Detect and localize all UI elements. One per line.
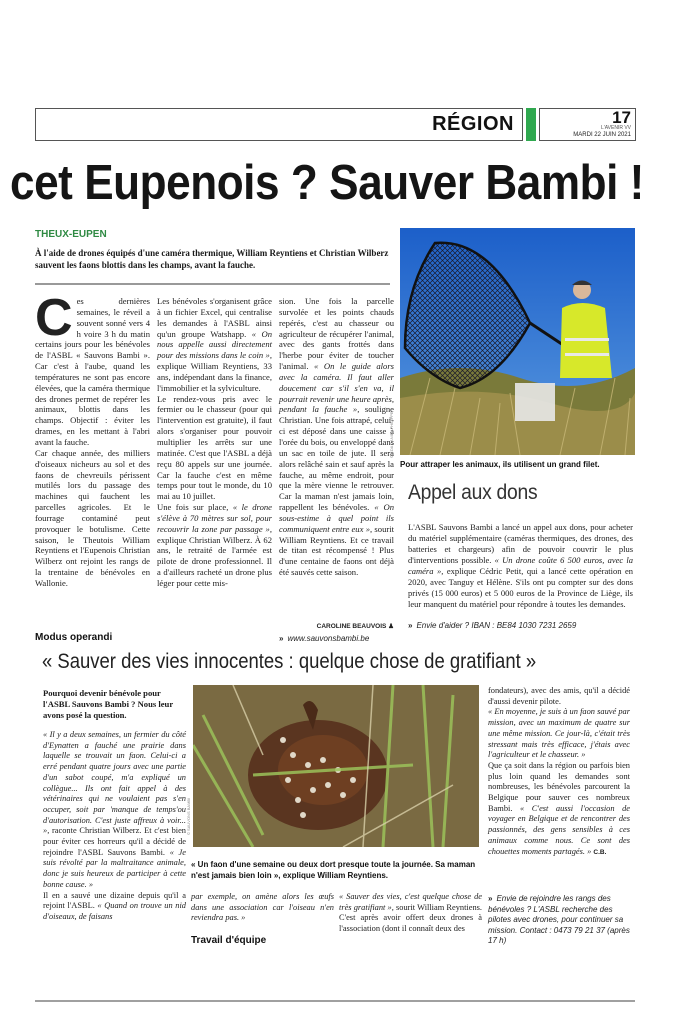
paragraph: Car chaque année, des milliers d'oiseaux nicheurs au sol et des faons de chevreuils périssent mutilés lors du passage des machines qui fauchent les parcelles agricoles. Et le fourrage contaminé peut provoquer le botulisme. Cette saison, le Theutois William Reyntiens et l'Eupenois Christian Wilberz ont rejoint les rangs de la trentaine de bénévoles en Wallonie. (35, 447, 150, 588)
paragraph: fondateurs), avec des amis, qu'il a décidé d'aussi devenir pilote. (488, 686, 630, 706)
arrow-icon: » (408, 621, 413, 630)
donation-box-text (408, 522, 633, 610)
newspaper-name: L'AVENIR VV (600, 125, 631, 131)
section-accent-bar (526, 108, 536, 141)
iban-text: Envie d'aider ? IBAN : BE84 1030 7231 2659 (416, 621, 577, 630)
page-number: 17 (612, 108, 631, 127)
article-column-3 (279, 296, 394, 578)
text: sion. Une fois la parcelle survolée et les points chauds repérés, c'est au chasseur ou agriculteur de récupérer l'animal, avec des gants frottés dans l'herbe pour éviter de toucher l'animal. (279, 296, 394, 372)
headline: cet Eupenois ? Sauver Bambi ! (10, 156, 644, 210)
quote: « Un drone coûte 6 500 euros, avec la caméra » (408, 555, 633, 576)
interview-column-2 (191, 892, 334, 924)
donation-iban (408, 621, 576, 630)
subheading-travail-equipe: Travail d'équipe (191, 935, 267, 946)
website-url[interactable]: www.sauvonsbambi.be (287, 634, 370, 643)
interview-column-4 (488, 686, 630, 858)
photo-credit: © EDA DANIEL PHILIPPE (389, 411, 394, 458)
photo-fawn (193, 685, 479, 847)
recruitment-text: Envie de rejoindre les rangs des bénévoles ? L'ASBL recherche des pilotes avec drones, pour continuer sa mission. Contact : 0473 79 21 37 (après 17 h) (488, 894, 630, 945)
interview-column-1 (43, 730, 186, 923)
text: , explique Christian Wilberz. À 62 ans, le retraité de l'armée est pilote de drone professionnel. Il a d'ailleurs racheté un drone plus léger pour cette mis- (157, 523, 272, 588)
quote: « En moyenne, je suis à un faon sauvé par mission, avec un maximum de quatre sur une même mission. Ce jour-là, c'était très stressant mais très efficace, j'étais avec l'agriculteur et le chasseur. » (488, 707, 630, 760)
website-link[interactable] (279, 634, 369, 643)
drop-cap: C (35, 289, 73, 347)
text: L'ASBL Sauvons Bambi a lancé un appel aux dons, pour acheter du matériel supplémentaire (caméras thermiques, des drones, des batteries et chargeurs) afin de pouvoir couvrir le plus d'interventions possible. (408, 522, 633, 565)
divider (35, 1000, 635, 1002)
quote: « Il y a deux semaines, un fermier du côté d'Eynatten a fauché une prairie dans laquelle se trouvait un faon. Celui-ci a erré pendant quatre jours avec une partie d'un sabot coupé, m'a expliqué un collègue... Ils ont fait appel à des vétérinaires qui ne voulaient pas s'en occuper, soit par 'manque de temps'ou d'autorisation. C'est juste affreux à voir... » (43, 730, 186, 836)
section-label: RÉGION (432, 113, 514, 135)
donation-box-title: Appel aux dons (408, 481, 538, 504)
page-info (539, 108, 636, 141)
text: , explique Cédric Petit, qui a lancé cette opération en 2020, avec Tanguy et Hélène. S'ils ont pu compter sur des dons privés (15 000 euros) et 5 000 euros de la Province de Liège, ils leur manquent du matériel pour répondre à toutes les demandes. (408, 566, 633, 609)
photo-credit: © SAUVONS BAMBI (186, 797, 191, 835)
photo-caption: « Un faon d'une semaine ou deux dort presque toute la journée. Sa maman n'est jamais bien loin », explique William Reyntiens. (191, 860, 476, 880)
section-header (35, 108, 523, 141)
quote: « Je suis révolté par la maltraitance animale, donc je suis heureux de participer à cette bonne cause. » (43, 847, 186, 889)
quote: « Sauver des vies, c'est quelque chose de très gratifiant » (339, 892, 482, 912)
divider (35, 283, 390, 285)
quote: par exemple, on amène alors les œufs dans une association car l'oiseau n'en reviendra pas. » (191, 892, 334, 923)
article-column-1 (35, 289, 150, 589)
quote: « On nous appelle aussi directement pour des missions dans le coin » (157, 328, 272, 361)
quote: « On le guide alors avec la caméra. Il faut aller doucement car s'il s'en va, il pourrait revenir une heure après, pendant la fauche » (279, 361, 395, 415)
photo-fawn-illustration (193, 685, 479, 847)
author-name: CAROLINE BEAUVOIS (316, 623, 387, 630)
article-column-2 (157, 296, 272, 589)
quote: « le drone s'élève à 70 mètres sur sol, pour recouvrir la zone par passage » (157, 502, 272, 534)
photo-caption: Pour attraper les animaux, ils utilisent un grand filet. (400, 460, 600, 469)
quote: « Quand on trouve un nid d'oiseaux, de faisans (43, 901, 186, 921)
photo-volunteer-with-net (400, 228, 635, 455)
text: Que ça soit dans la région ou parfois bien plus loin quand les demandes sont nombreuses, les bénévoles parcourent la Belgique pour sauver ces nombreux Bambi. (488, 760, 630, 813)
subheading-modus-operandi: Modus operandi (35, 632, 113, 643)
paragraph: es dernières semaines, le réveil a souvent sonné vers 4 h voire 3 h du matin certains jours pour les bénévoles de l'ASBL « Sauvons Bambi ». Car c'est à l'aube, quand les températures ne sont pas encore élevées, que la caméra thermique des drones permet de repérer les animaux, blottis dans les champs. Objectif : éviter les drames, en les mettant à l'abri avant la fauche. (35, 296, 150, 447)
interview-intro: Pourquoi devenir bénévole pour l'ASBL Sauvons Bambi ? Nous leur avons posé la question. (43, 688, 173, 720)
quote: « C'est aussi l'occasion de voyager en Belgique et de rencontrer des passionnés, des gens sensibles à ces animaux comme nous. Ce sont des chouettes moments partagés. » (488, 803, 630, 856)
author-initials: C.B. (593, 848, 607, 856)
photo-volunteer-illustration (400, 228, 635, 455)
interview-title: « Sauver des vies innocentes : quelque chose de gratifiant » (42, 650, 537, 673)
interview-column-3 (339, 892, 482, 935)
arrow-icon: » (488, 894, 493, 903)
text: , explique William Reyntiens, 33 ans, indépendant dans la finance, l'immobilier et la sylviculture. (157, 350, 272, 393)
text: Il en a sauvé une dizaine depuis qu'il a rejoint l'ASBL. (43, 890, 186, 911)
text: Une fois sur place, (157, 502, 233, 513)
quote: « On sous-estime à quel point ils communiquent entre eux » (279, 502, 394, 534)
byline (279, 622, 394, 630)
text: , raconte Christian Wilberz. Et c'est bien pour éviter ces horreurs qu'il a décidé de rejoindre l'ASBL Sauvons Bambi. (43, 826, 186, 857)
recruitment-note (488, 894, 630, 947)
arrow-icon: » (279, 634, 284, 643)
author-icon: ♟ (388, 623, 394, 630)
publication-date: MARDI 22 JUIN 2021 (573, 132, 631, 138)
kicker: THEUX-EUPEN (35, 229, 107, 240)
text: Les bénévoles s'organisent grâce à un fichier Excel, qui centralise les demandes à l'ASBL ainsi qu'un groupe Watshapp. (157, 296, 272, 339)
paragraph: Le rendez-vous pris avec le fermier ou le chasseur (pour qui l'intervention est gratuite), il faut alors s'organiser pour pouvoir multiplier les arrêts sur une matinée. C'est que l'ASBL a déjà reçu 80 appels sur une journée. Car la fauche c'est en même temps pour tout le monde, du 10 mai au 10 juillet. (157, 393, 272, 502)
text: , sourit William Reyntiens. C'est après avoir offert deux drones à l'association (dont il connaît deux des (339, 902, 482, 934)
text: , sourit William Reyntiens. Et ce travail de titan est récompensé ! Plus d'une centaine de faons ont déjà été sauvés cette saison. (279, 523, 395, 578)
text: , souligne Christian. Une fois attrapé, celui-ci est déposé dans une caisse à l'orée du bois, ou enveloppé dans un sac en toile de jute. Il sera alors relâché sain et sauf après la fauche, au même endroit, pour que la mère vienne le retrouver. Car la maman n'est jamais loin, rappellent les bénévoles. (279, 404, 394, 513)
lead-paragraph: À l'aide de drones équipés d'une caméra thermique, William Reyntiens et Christian Wilberz sauvent les faons blottis dans les champs, avant la fauche. (35, 248, 389, 270)
